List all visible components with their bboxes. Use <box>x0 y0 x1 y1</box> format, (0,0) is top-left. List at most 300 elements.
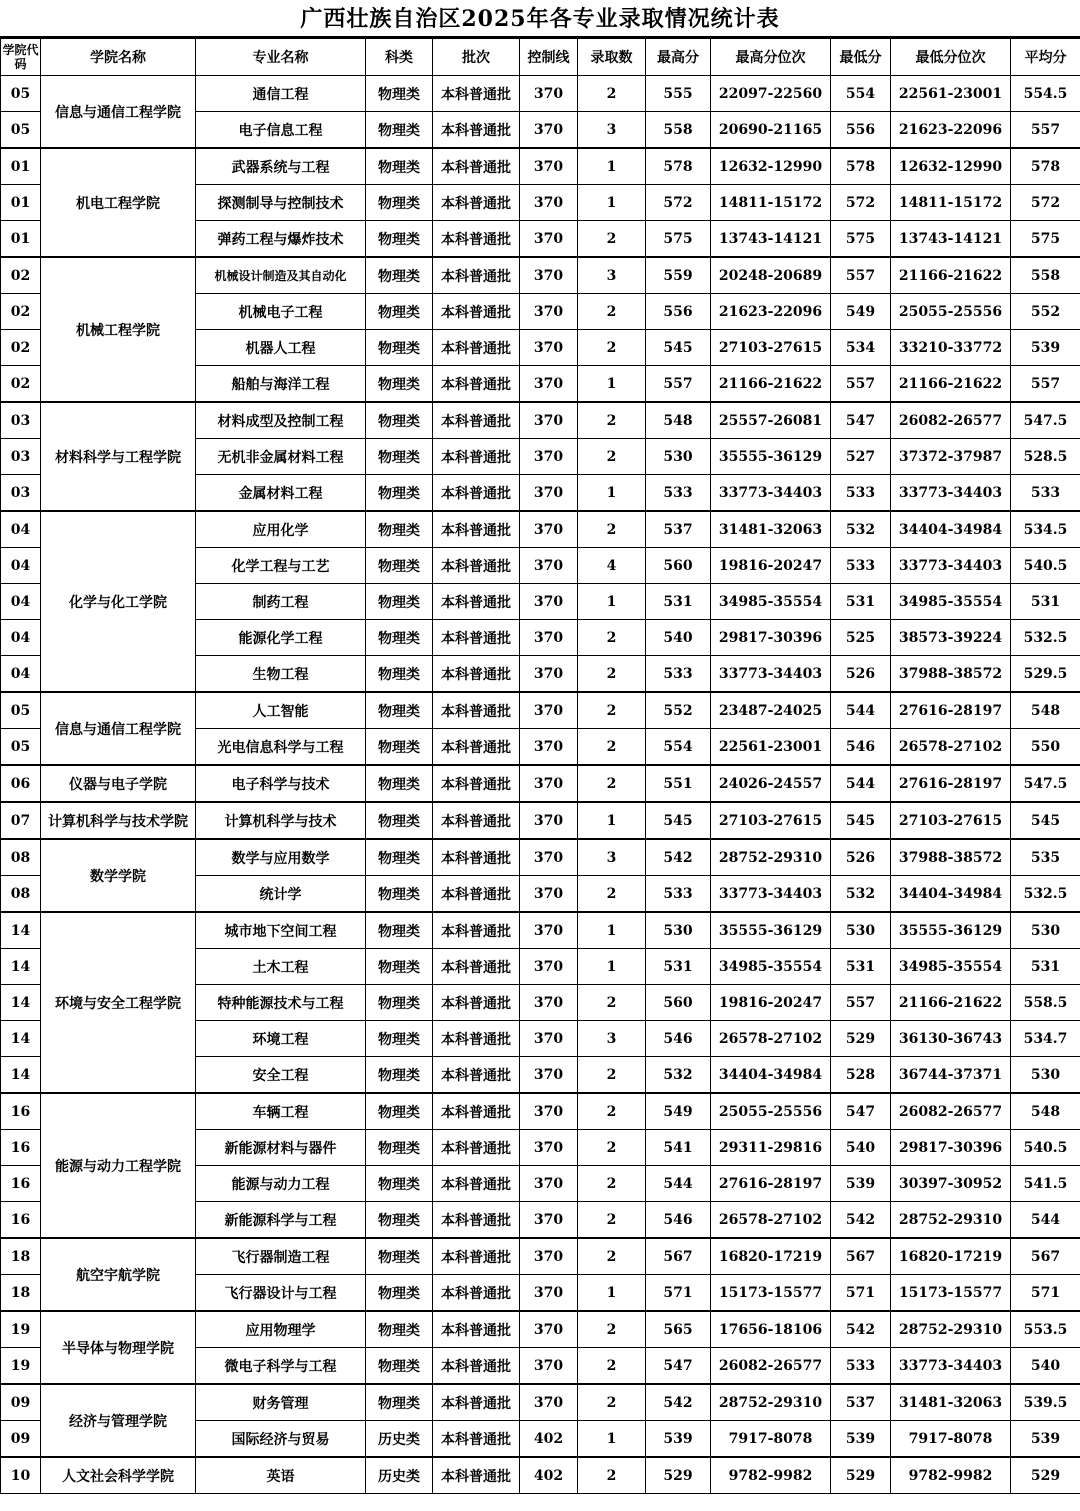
cell-code: 05 <box>1 112 41 149</box>
cell-major: 数学与应用数学 <box>196 839 366 876</box>
cell-code: 02 <box>1 330 41 366</box>
cell-college: 环境与安全工程学院 <box>41 912 196 1093</box>
cell-control-line: 370 <box>520 1057 578 1094</box>
cell-batch: 本科普通批 <box>433 366 520 403</box>
cell-avg: 532.5 <box>1011 620 1080 656</box>
cell-max-score: 552 <box>646 692 711 729</box>
cell-admitted: 2 <box>578 1311 646 1348</box>
table-row <box>1 511 1080 548</box>
cell-min-score: 526 <box>831 656 891 693</box>
cell-admitted: 2 <box>578 1202 646 1239</box>
cell-code: 18 <box>1 1238 41 1275</box>
cell-batch: 本科普通批 <box>433 620 520 656</box>
cell-min-rank: 37988-38572 <box>891 839 1011 876</box>
cell-subject: 历史类 <box>366 1421 433 1458</box>
cell-max-score: 542 <box>646 1384 711 1421</box>
cell-subject: 物理类 <box>366 76 433 112</box>
cell-subject: 物理类 <box>366 112 433 149</box>
cell-admitted: 2 <box>578 1130 646 1166</box>
cell-control-line: 370 <box>520 765 578 802</box>
cell-batch: 本科普通批 <box>433 1093 520 1130</box>
cell-admitted: 2 <box>578 729 646 766</box>
cell-admitted: 2 <box>578 1166 646 1202</box>
cell-min-rank: 31481-32063 <box>891 1384 1011 1421</box>
cell-subject: 物理类 <box>366 1057 433 1094</box>
cell-subject: 物理类 <box>366 1384 433 1421</box>
cell-avg: 540 <box>1011 1348 1080 1385</box>
cell-code: 04 <box>1 584 41 620</box>
cell-major: 电子信息工程 <box>196 112 366 149</box>
cell-admitted: 3 <box>578 839 646 876</box>
cell-avg: 548 <box>1011 692 1080 729</box>
cell-avg: 540.5 <box>1011 1130 1080 1166</box>
cell-subject: 物理类 <box>366 402 433 439</box>
cell-admitted: 3 <box>578 112 646 149</box>
cell-max-rank: 35555-36129 <box>711 439 831 475</box>
cell-max-score: 537 <box>646 511 711 548</box>
cell-major: 船舶与海洋工程 <box>196 366 366 403</box>
cell-min-rank: 7917-8078 <box>891 1421 1011 1458</box>
cell-min-score: 556 <box>831 112 891 149</box>
cell-min-score: 529 <box>831 1457 891 1494</box>
cell-subject: 物理类 <box>366 1238 433 1275</box>
cell-major: 无机非金属材料工程 <box>196 439 366 475</box>
cell-major: 财务管理 <box>196 1384 366 1421</box>
cell-max-rank: 15173-15577 <box>711 1275 831 1312</box>
cell-subject: 物理类 <box>366 330 433 366</box>
cell-control-line: 370 <box>520 402 578 439</box>
cell-max-rank: 20690-21165 <box>711 112 831 149</box>
cell-subject: 历史类 <box>366 1457 433 1494</box>
cell-batch: 本科普通批 <box>433 1348 520 1385</box>
cell-min-score: 539 <box>831 1421 891 1458</box>
cell-subject: 物理类 <box>366 185 433 221</box>
cell-subject: 物理类 <box>366 511 433 548</box>
cell-admitted: 2 <box>578 439 646 475</box>
cell-control-line: 370 <box>520 729 578 766</box>
cell-code: 09 <box>1 1384 41 1421</box>
cell-batch: 本科普通批 <box>433 765 520 802</box>
page-title: 广西壮族自治区2025年各专业录取情况统计表 <box>0 0 1080 38</box>
cell-code: 07 <box>1 802 41 839</box>
cell-max-rank: 26578-27102 <box>711 1202 831 1239</box>
cell-control-line: 370 <box>520 148 578 185</box>
header-max-score: 最高分 <box>646 39 711 76</box>
cell-control-line: 370 <box>520 1311 578 1348</box>
cell-min-rank: 21166-21622 <box>891 257 1011 294</box>
cell-control-line: 370 <box>520 330 578 366</box>
cell-major: 通信工程 <box>196 76 366 112</box>
cell-max-rank: 21166-21622 <box>711 366 831 403</box>
cell-control-line: 370 <box>520 1202 578 1239</box>
header-control-line: 控制线 <box>520 39 578 76</box>
cell-control-line: 370 <box>520 439 578 475</box>
cell-max-rank: 27616-28197 <box>711 1166 831 1202</box>
cell-min-score: 567 <box>831 1238 891 1275</box>
cell-subject: 物理类 <box>366 257 433 294</box>
cell-major: 新能源科学与工程 <box>196 1202 366 1239</box>
cell-code: 05 <box>1 729 41 766</box>
cell-subject: 物理类 <box>366 765 433 802</box>
cell-max-score: 567 <box>646 1238 711 1275</box>
table-row <box>1 1384 1080 1421</box>
cell-subject: 物理类 <box>366 439 433 475</box>
cell-batch: 本科普通批 <box>433 1275 520 1312</box>
cell-max-score: 560 <box>646 985 711 1021</box>
cell-min-rank: 33773-34403 <box>891 1348 1011 1385</box>
cell-min-score: 557 <box>831 366 891 403</box>
cell-admitted: 1 <box>578 185 646 221</box>
cell-max-rank: 16820-17219 <box>711 1238 831 1275</box>
cell-min-score: 542 <box>831 1311 891 1348</box>
cell-min-rank: 21166-21622 <box>891 985 1011 1021</box>
cell-max-score: 532 <box>646 1057 711 1094</box>
cell-min-score: 527 <box>831 439 891 475</box>
cell-avg: 535 <box>1011 839 1080 876</box>
cell-control-line: 370 <box>520 876 578 913</box>
cell-min-score: 578 <box>831 148 891 185</box>
cell-min-rank: 34404-34984 <box>891 876 1011 913</box>
table-row <box>1 1311 1080 1348</box>
cell-control-line: 370 <box>520 912 578 949</box>
cell-admitted: 2 <box>578 221 646 258</box>
cell-min-rank: 13743-14121 <box>891 221 1011 258</box>
cell-subject: 物理类 <box>366 1311 433 1348</box>
cell-major: 能源与动力工程 <box>196 1166 366 1202</box>
cell-max-rank: 21623-22096 <box>711 294 831 330</box>
cell-max-rank: 25055-25556 <box>711 1093 831 1130</box>
cell-max-rank: 35555-36129 <box>711 912 831 949</box>
cell-admitted: 1 <box>578 475 646 512</box>
cell-min-rank: 33210-33772 <box>891 330 1011 366</box>
cell-max-rank: 20248-20689 <box>711 257 831 294</box>
cell-code: 04 <box>1 511 41 548</box>
table-row <box>1 802 1080 839</box>
table-row <box>1 1457 1080 1494</box>
cell-batch: 本科普通批 <box>433 729 520 766</box>
cell-college: 机电工程学院 <box>41 148 196 257</box>
cell-subject: 物理类 <box>366 1130 433 1166</box>
cell-min-score: 532 <box>831 511 891 548</box>
cell-min-rank: 21623-22096 <box>891 112 1011 149</box>
cell-code: 14 <box>1 912 41 949</box>
cell-avg: 539 <box>1011 330 1080 366</box>
cell-max-rank: 33773-34403 <box>711 876 831 913</box>
cell-avg: 529 <box>1011 1457 1080 1494</box>
cell-max-rank: 25557-26081 <box>711 402 831 439</box>
cell-code: 10 <box>1 1457 41 1494</box>
cell-code: 02 <box>1 294 41 330</box>
cell-subject: 物理类 <box>366 1202 433 1239</box>
cell-avg: 558 <box>1011 257 1080 294</box>
cell-college: 机械工程学院 <box>41 257 196 402</box>
cell-major: 人工智能 <box>196 692 366 729</box>
cell-major: 新能源材料与器件 <box>196 1130 366 1166</box>
cell-batch: 本科普通批 <box>433 1457 520 1494</box>
cell-max-rank: 24026-24557 <box>711 765 831 802</box>
cell-admitted: 1 <box>578 912 646 949</box>
cell-admitted: 1 <box>578 949 646 985</box>
cell-subject: 物理类 <box>366 802 433 839</box>
cell-min-rank: 36130-36743 <box>891 1021 1011 1057</box>
cell-avg: 553.5 <box>1011 1311 1080 1348</box>
cell-min-rank: 36744-37371 <box>891 1057 1011 1094</box>
cell-admitted: 2 <box>578 1457 646 1494</box>
cell-batch: 本科普通批 <box>433 912 520 949</box>
cell-code: 01 <box>1 148 41 185</box>
cell-batch: 本科普通批 <box>433 802 520 839</box>
cell-avg: 567 <box>1011 1238 1080 1275</box>
cell-avg: 541.5 <box>1011 1166 1080 1202</box>
cell-max-score: 555 <box>646 76 711 112</box>
cell-code: 06 <box>1 765 41 802</box>
cell-max-score: 546 <box>646 1021 711 1057</box>
cell-min-score: 537 <box>831 1384 891 1421</box>
cell-max-score: 531 <box>646 949 711 985</box>
cell-major: 飞行器制造工程 <box>196 1238 366 1275</box>
cell-min-rank: 34404-34984 <box>891 511 1011 548</box>
cell-min-score: 542 <box>831 1202 891 1239</box>
cell-batch: 本科普通批 <box>433 330 520 366</box>
cell-control-line: 370 <box>520 1166 578 1202</box>
cell-min-score: 531 <box>831 584 891 620</box>
cell-batch: 本科普通批 <box>433 511 520 548</box>
table-body <box>1 76 1080 1494</box>
cell-major: 能源化学工程 <box>196 620 366 656</box>
cell-max-score: 551 <box>646 765 711 802</box>
cell-major: 英语 <box>196 1457 366 1494</box>
table-row <box>1 402 1080 439</box>
cell-max-score: 533 <box>646 656 711 693</box>
cell-code: 02 <box>1 366 41 403</box>
cell-max-score: 549 <box>646 1093 711 1130</box>
cell-control-line: 370 <box>520 257 578 294</box>
cell-max-rank: 9782-9982 <box>711 1457 831 1494</box>
cell-admitted: 1 <box>578 366 646 403</box>
cell-control-line: 370 <box>520 692 578 729</box>
cell-major: 化学工程与工艺 <box>196 548 366 584</box>
cell-min-rank: 37372-37987 <box>891 439 1011 475</box>
cell-max-rank: 31481-32063 <box>711 511 831 548</box>
cell-avg: 547.5 <box>1011 765 1080 802</box>
cell-min-rank: 26578-27102 <box>891 729 1011 766</box>
cell-min-score: 575 <box>831 221 891 258</box>
cell-subject: 物理类 <box>366 985 433 1021</box>
cell-max-score: 557 <box>646 366 711 403</box>
cell-major: 应用物理学 <box>196 1311 366 1348</box>
cell-avg: 557 <box>1011 366 1080 403</box>
cell-max-rank: 34985-35554 <box>711 584 831 620</box>
table-row <box>1 1238 1080 1275</box>
cell-admitted: 2 <box>578 1384 646 1421</box>
table-row <box>1 912 1080 949</box>
cell-major: 安全工程 <box>196 1057 366 1094</box>
cell-max-score: 572 <box>646 185 711 221</box>
cell-control-line: 370 <box>520 366 578 403</box>
cell-avg: 550 <box>1011 729 1080 766</box>
cell-major: 计算机科学与技术 <box>196 802 366 839</box>
cell-code: 19 <box>1 1311 41 1348</box>
cell-major: 材料成型及控制工程 <box>196 402 366 439</box>
cell-code: 14 <box>1 1057 41 1094</box>
cell-major: 探测制导与控制技术 <box>196 185 366 221</box>
cell-code: 03 <box>1 402 41 439</box>
cell-college: 仪器与电子学院 <box>41 765 196 802</box>
cell-max-score: 554 <box>646 729 711 766</box>
cell-max-score: 540 <box>646 620 711 656</box>
cell-control-line: 402 <box>520 1421 578 1458</box>
cell-control-line: 370 <box>520 839 578 876</box>
cell-min-rank: 27616-28197 <box>891 765 1011 802</box>
cell-code: 09 <box>1 1421 41 1458</box>
cell-subject: 物理类 <box>366 692 433 729</box>
cell-batch: 本科普通批 <box>433 185 520 221</box>
cell-avg: 575 <box>1011 221 1080 258</box>
cell-major: 光电信息科学与工程 <box>196 729 366 766</box>
header-admitted: 录取数 <box>578 39 646 76</box>
cell-max-rank: 14811-15172 <box>711 185 831 221</box>
cell-code: 03 <box>1 475 41 512</box>
cell-min-score: 532 <box>831 876 891 913</box>
cell-subject: 物理类 <box>366 620 433 656</box>
cell-admitted: 2 <box>578 1093 646 1130</box>
cell-major: 机器人工程 <box>196 330 366 366</box>
cell-batch: 本科普通批 <box>433 221 520 258</box>
cell-min-rank: 21166-21622 <box>891 366 1011 403</box>
cell-min-score: 554 <box>831 76 891 112</box>
cell-max-rank: 26082-26577 <box>711 1348 831 1385</box>
cell-max-score: 578 <box>646 148 711 185</box>
cell-major: 飞行器设计与工程 <box>196 1275 366 1312</box>
cell-batch: 本科普通批 <box>433 148 520 185</box>
cell-max-score: 541 <box>646 1130 711 1166</box>
cell-subject: 物理类 <box>366 548 433 584</box>
cell-admitted: 1 <box>578 584 646 620</box>
cell-admitted: 2 <box>578 294 646 330</box>
cell-control-line: 370 <box>520 1130 578 1166</box>
cell-avg: 539 <box>1011 1421 1080 1458</box>
cell-avg: 557 <box>1011 112 1080 149</box>
cell-code: 05 <box>1 692 41 729</box>
cell-subject: 物理类 <box>366 294 433 330</box>
table-row <box>1 692 1080 729</box>
cell-control-line: 370 <box>520 1238 578 1275</box>
cell-max-rank: 29817-30396 <box>711 620 831 656</box>
cell-max-score: 548 <box>646 402 711 439</box>
cell-max-score: 539 <box>646 1421 711 1458</box>
cell-code: 08 <box>1 876 41 913</box>
cell-major: 特种能源技术与工程 <box>196 985 366 1021</box>
cell-max-rank: 26578-27102 <box>711 1021 831 1057</box>
cell-subject: 物理类 <box>366 1093 433 1130</box>
cell-batch: 本科普通批 <box>433 949 520 985</box>
cell-batch: 本科普通批 <box>433 1421 520 1458</box>
cell-admitted: 1 <box>578 1275 646 1312</box>
cell-min-score: 533 <box>831 475 891 512</box>
cell-college: 数学学院 <box>41 839 196 912</box>
cell-admitted: 2 <box>578 765 646 802</box>
cell-max-rank: 28752-29310 <box>711 1384 831 1421</box>
cell-admitted: 2 <box>578 656 646 693</box>
cell-control-line: 370 <box>520 802 578 839</box>
cell-batch: 本科普通批 <box>433 876 520 913</box>
cell-min-score: 547 <box>831 402 891 439</box>
cell-control-line: 370 <box>520 1275 578 1312</box>
cell-avg: 548 <box>1011 1093 1080 1130</box>
cell-max-score: 547 <box>646 1348 711 1385</box>
cell-batch: 本科普通批 <box>433 656 520 693</box>
cell-min-score: 540 <box>831 1130 891 1166</box>
cell-major: 生物工程 <box>196 656 366 693</box>
cell-max-rank: 33773-34403 <box>711 475 831 512</box>
cell-avg: 539.5 <box>1011 1384 1080 1421</box>
cell-batch: 本科普通批 <box>433 257 520 294</box>
cell-major: 车辆工程 <box>196 1093 366 1130</box>
cell-admitted: 2 <box>578 1238 646 1275</box>
cell-control-line: 402 <box>520 1457 578 1494</box>
cell-max-score: 575 <box>646 221 711 258</box>
header-min-score: 最低分 <box>831 39 891 76</box>
cell-min-rank: 34985-35554 <box>891 949 1011 985</box>
cell-min-rank: 9782-9982 <box>891 1457 1011 1494</box>
cell-min-score: 557 <box>831 985 891 1021</box>
header-subject: 科类 <box>366 39 433 76</box>
cell-major: 应用化学 <box>196 511 366 548</box>
cell-major: 武器系统与工程 <box>196 148 366 185</box>
cell-avg: 547.5 <box>1011 402 1080 439</box>
cell-major: 统计学 <box>196 876 366 913</box>
cell-min-rank: 16820-17219 <box>891 1238 1011 1275</box>
cell-min-rank: 28752-29310 <box>891 1202 1011 1239</box>
cell-min-score: 572 <box>831 185 891 221</box>
cell-min-rank: 33773-34403 <box>891 548 1011 584</box>
table-row <box>1 765 1080 802</box>
cell-avg: 578 <box>1011 148 1080 185</box>
cell-subject: 物理类 <box>366 1166 433 1202</box>
header-code: 学院代码 <box>1 39 41 76</box>
cell-control-line: 370 <box>520 1384 578 1421</box>
admission-table <box>0 38 1080 1494</box>
cell-control-line: 370 <box>520 185 578 221</box>
cell-max-rank: 13743-14121 <box>711 221 831 258</box>
cell-max-score: 558 <box>646 112 711 149</box>
cell-batch: 本科普通批 <box>433 985 520 1021</box>
cell-admitted: 2 <box>578 692 646 729</box>
cell-subject: 物理类 <box>366 148 433 185</box>
cell-admitted: 1 <box>578 802 646 839</box>
cell-max-score: 545 <box>646 802 711 839</box>
cell-college: 半导体与物理学院 <box>41 1311 196 1384</box>
cell-subject: 物理类 <box>366 876 433 913</box>
cell-min-rank: 26082-26577 <box>891 402 1011 439</box>
cell-code: 16 <box>1 1093 41 1130</box>
cell-min-score: 534 <box>831 330 891 366</box>
cell-code: 03 <box>1 439 41 475</box>
cell-min-rank: 25055-25556 <box>891 294 1011 330</box>
cell-min-score: 539 <box>831 1166 891 1202</box>
cell-min-score: 531 <box>831 949 891 985</box>
cell-control-line: 370 <box>520 1348 578 1385</box>
cell-code: 18 <box>1 1275 41 1312</box>
table-row <box>1 148 1080 185</box>
cell-code: 16 <box>1 1130 41 1166</box>
cell-college: 信息与通信工程学院 <box>41 692 196 765</box>
cell-min-rank: 34985-35554 <box>891 584 1011 620</box>
cell-avg: 545 <box>1011 802 1080 839</box>
cell-min-score: 533 <box>831 1348 891 1385</box>
cell-avg: 552 <box>1011 294 1080 330</box>
cell-admitted: 2 <box>578 1348 646 1385</box>
